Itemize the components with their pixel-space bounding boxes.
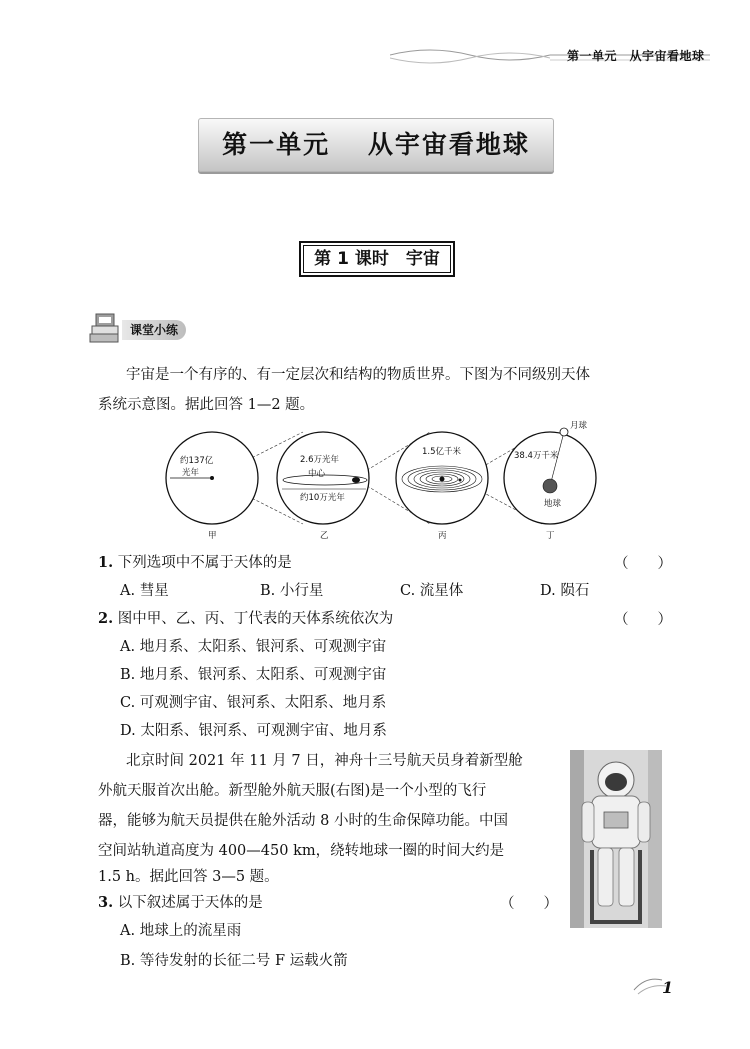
yi-bottom-label: 约10万光年 [300, 493, 345, 503]
jia-label2: 光年 [182, 468, 200, 478]
q1-option-a[interactable]: A. 彗星 [120, 583, 169, 599]
q2-option-c[interactable]: C. 可观测宇宙、银河系、太阳系、地月系 [120, 695, 387, 711]
intro2-line-1: 北京时间 2021 年 11 月 7 日，神舟十三号航天员身着新型舱 [126, 753, 523, 769]
answer-bracket-3[interactable]: （ ） [500, 896, 558, 912]
moon-icon [560, 428, 568, 436]
bing-label: 1.5亿千米 [422, 447, 462, 457]
ding-distance-label: 38.4万千米 [514, 451, 559, 461]
caption-ding: 丁 [546, 531, 555, 541]
yi-top-label: 2.6万光年 [300, 455, 340, 465]
caption-bing: 丙 [438, 531, 447, 541]
caption-jia: 甲 [208, 531, 217, 541]
earth-icon [543, 479, 557, 493]
celestial-systems-diagram [160, 418, 600, 548]
answer-bracket-2[interactable]: （ ） [614, 612, 672, 628]
q2-option-d[interactable]: D. 太阳系、银河系、可观测宇宙、地月系 [120, 723, 387, 739]
lesson-title: 第 1 课时 宇宙 [314, 249, 440, 269]
intro2-line-5: 1.5 h。据此回答 3—5 题。 [98, 869, 279, 885]
circle-ding [504, 432, 596, 524]
q2-option-a[interactable]: A. 地月系、太阳系、银河系、可观测宇宙 [120, 639, 387, 655]
intro-line-2: 系统示意图。据此回答 1—2 题。 [98, 397, 315, 413]
jia-label: 约137亿 [180, 456, 214, 466]
running-header: 第一单元 从宇宙看地球 [567, 49, 705, 63]
question-3-number: 3. [98, 894, 114, 911]
q1-option-d[interactable]: D. 陨石 [540, 583, 590, 599]
question-2-text: 图中甲、乙、丙、丁代表的天体系统依次为 [117, 611, 394, 627]
intro-line-1: 宇宙是一个有序的、有一定层次和结构的物质世界。下图为不同级别天体 [126, 367, 590, 383]
spacesuit-photo [570, 750, 662, 928]
q1-option-b[interactable]: B. 小行星 [260, 583, 324, 599]
book-stack-icon [86, 310, 126, 350]
question-1 [98, 552, 292, 574]
question-3-text: 以下叙述属于天体的是 [117, 895, 263, 911]
q1-option-c[interactable]: C. 流星体 [400, 583, 464, 599]
q2-option-b[interactable]: B. 地月系、银河系、太阳系、可观测宇宙 [120, 667, 387, 683]
question-2 [98, 608, 393, 630]
unit-title: 第一单元 从宇宙看地球 [222, 130, 530, 159]
question-2-number: 2. [98, 610, 114, 627]
page-number: 1 [662, 978, 674, 997]
yi-center-label: 中心 [308, 469, 326, 479]
question-3 [98, 892, 263, 914]
intro2-line-2: 外航天服首次出舱。新型舱外航天服(右图)是一个小型的飞行 [98, 783, 487, 799]
intro2-line-4: 空间站轨道高度为 400—450 km，绕转地球一圈的时间大约是 [98, 843, 505, 859]
intro2-line-3: 器，能够为航天员提供在舱外活动 8 小时的生命保障功能。中国 [98, 813, 508, 829]
section-tag: 课堂小练 [122, 320, 186, 340]
answer-bracket-1[interactable]: （ ） [614, 556, 672, 572]
moon-label: 月球 [570, 421, 588, 431]
q3-option-b[interactable]: B. 等待发射的长征二号 F 运载火箭 [120, 953, 348, 969]
earth-label: 地球 [544, 499, 562, 509]
caption-yi: 乙 [320, 531, 329, 541]
question-1-text: 下列选项中不属于天体的是 [117, 555, 292, 571]
question-1-number: 1. [98, 554, 114, 571]
q3-option-a[interactable]: A. 地球上的流星雨 [120, 923, 242, 939]
